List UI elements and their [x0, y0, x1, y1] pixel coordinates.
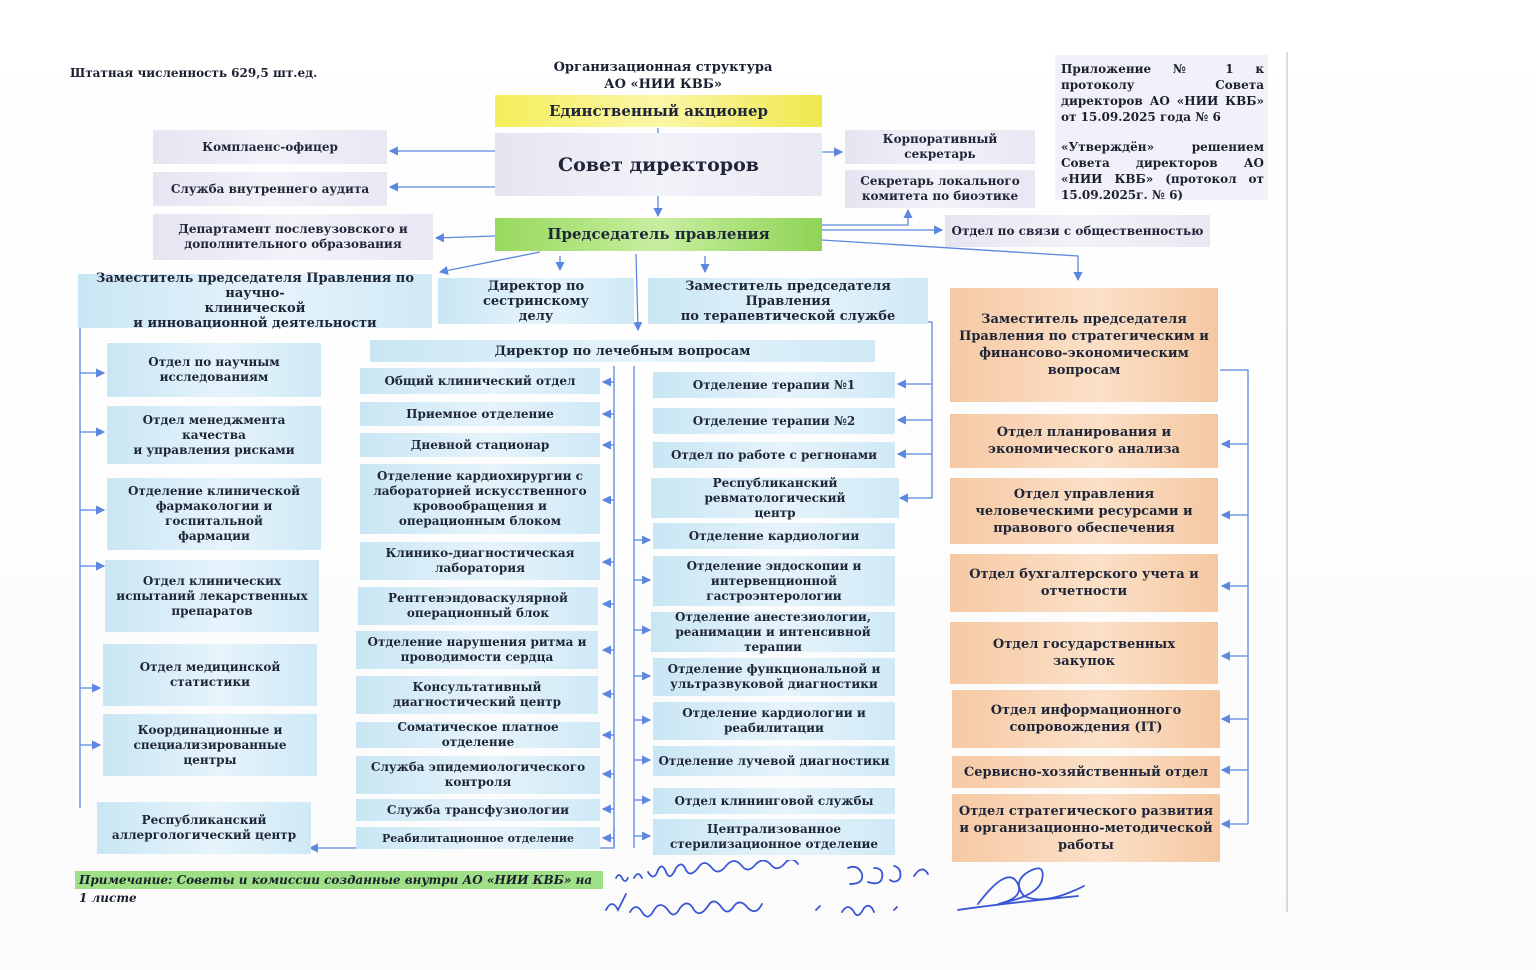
box-postgrad	[153, 214, 433, 260]
dept-box	[356, 799, 600, 821]
box-corp-secretary	[845, 130, 1035, 164]
dept-box	[651, 609, 895, 654]
box-compliance	[153, 130, 387, 164]
dept-line: фармакологии и госпитальной	[155, 499, 273, 528]
box-bioethics-line: комитета по биоэтике	[861, 189, 1019, 203]
box-medical-director-label: Директор по лечебным вопросам	[494, 343, 751, 359]
dept-line: закупок	[1052, 654, 1115, 669]
dept-line: Координационные и	[137, 722, 283, 737]
dept-line: проводимости сердца	[400, 650, 554, 664]
dept-line: Отдел информационного	[990, 703, 1182, 718]
dept-line: Отдел стратегического развития	[958, 803, 1214, 819]
box-nursing-line: делу	[518, 308, 554, 324]
dept-line: Отделение клинической	[127, 484, 301, 498]
box-board	[495, 133, 822, 196]
dept-box	[653, 702, 895, 740]
box-bioethics	[845, 170, 1035, 208]
box-deputy-therapy-line: Заместитель председателя Правления	[685, 278, 891, 309]
box-deputy-strategy-line: Заместитель председателя	[981, 312, 1187, 327]
dept-line: аллергологический центр	[111, 828, 297, 842]
dept-line: Общий клинический отдел	[384, 373, 576, 388]
dept-line: статистики	[169, 675, 251, 689]
dept-line: Отделение терапии №1	[692, 377, 856, 392]
box-chairman	[495, 218, 822, 251]
dept-box	[653, 788, 895, 814]
dept-box	[952, 690, 1220, 748]
dept-line: гастроэнтерологии	[706, 588, 842, 603]
dept-box	[356, 676, 598, 714]
dept-box	[653, 556, 895, 606]
dept-line: Реабилитационное отделение	[381, 831, 575, 845]
chart-title-line2: АО «НИИ КВБ»	[604, 77, 722, 92]
box-board-label: Совет директоров	[558, 153, 759, 176]
box-deputy-science	[78, 271, 432, 331]
dept-line: препаратов	[171, 603, 253, 618]
dept-box	[107, 406, 321, 464]
box-deputy-strategy-line: Правления по стратегическим и	[959, 329, 1209, 344]
dept-box	[356, 827, 600, 849]
dept-line: Сервисно-хозяйственный отдел	[963, 764, 1209, 780]
dept-line: Отделение кардиологии и	[682, 706, 866, 720]
dept-line: Приемное отделение	[406, 406, 554, 421]
chart-title-line1: Организационная структура	[553, 60, 773, 75]
dept-line: Отделение нарушения ритма и	[367, 635, 587, 649]
dept-line: центры	[183, 752, 237, 767]
box-public-relations-label: Отдел по связи с общественностью	[951, 223, 1204, 238]
dept-line: сопровождения (IT)	[1009, 720, 1163, 735]
dept-box	[97, 802, 311, 854]
box-bioethics-line: Секретарь локального	[860, 174, 1020, 188]
dept-box	[356, 722, 600, 748]
box-medical-director	[370, 340, 875, 362]
dept-line: и управления рисками	[133, 442, 295, 457]
dept-line: ультразвуковой диагностики	[670, 677, 878, 691]
box-shareholder	[495, 95, 822, 127]
dept-box	[360, 464, 600, 534]
dept-line: Отдел клининговой службы	[674, 793, 874, 808]
box-deputy-science-line: клинической	[204, 301, 306, 316]
dept-line: операционный блок	[406, 606, 550, 620]
box-deputy-science-line: и инновационной деятельности	[133, 316, 377, 331]
dept-line: Отдел менеджмента качества	[142, 412, 286, 442]
box-postgrad-line: Департамент послевузовского и	[178, 222, 408, 236]
dept-line: Отдел бухгалтерского учета и	[969, 567, 1199, 582]
box-deputy-therapy	[648, 278, 928, 324]
dept-box	[653, 523, 895, 549]
dept-line: Централизованное	[707, 822, 841, 836]
box-chairman-label: Председатель правления	[547, 225, 770, 243]
dept-line: лаборатория	[434, 561, 525, 575]
appendix-note	[1055, 55, 1268, 200]
dept-box	[358, 587, 598, 625]
dept-line: реанимации и интенсивной терапии	[675, 624, 871, 654]
dept-line: Отдел по работе с регнонами	[670, 447, 878, 462]
dept-line: Отдел медицинской	[139, 660, 281, 674]
appendix-approval: «Утверждён» решением Совета директоров АО «НИИ КВБ» (протокол от 15.09.2025г. № 6)	[1061, 140, 1264, 202]
dept-line: Отдел по научным	[148, 355, 280, 369]
dept-line: Отделение функциональной и	[667, 662, 881, 676]
dept-line: стерилизационное отделение	[669, 837, 879, 851]
dept-box	[103, 714, 317, 776]
dept-line: Консультативный	[412, 680, 542, 694]
dept-box	[952, 756, 1220, 788]
dept-line: Отделение кардиологии	[688, 528, 860, 543]
dept-box	[360, 433, 600, 457]
dept-box	[107, 478, 321, 550]
dept-line: Республиканский ревматологический	[704, 475, 846, 505]
dept-box	[360, 402, 600, 426]
box-corp-secretary-label: Корпоративный секретарь	[882, 132, 998, 161]
dept-line: фармации	[178, 529, 250, 543]
dept-line: правового обеспечения	[993, 520, 1175, 536]
dept-line: кровообращения и	[413, 499, 547, 513]
box-deputy-strategy	[950, 288, 1218, 402]
dept-line: Республиканский	[141, 813, 267, 827]
dept-line: Отделение анестезиологии,	[674, 609, 872, 624]
dept-box	[653, 658, 895, 696]
dept-box	[653, 442, 895, 468]
dept-box	[360, 542, 600, 580]
dept-line: операционным блоком	[398, 514, 562, 528]
dept-line: человеческими ресурсами и	[975, 503, 1193, 519]
dept-line: исследованиям	[159, 370, 269, 384]
dept-line: Отдел клинических	[142, 573, 282, 588]
dept-line: реабилитации	[724, 721, 824, 735]
dept-line: экономического анализа	[988, 442, 1180, 457]
box-compliance-label: Комплаенс-офицер	[202, 139, 338, 154]
box-audit-label: Служба внутреннего аудита	[170, 181, 370, 196]
dept-box	[653, 819, 895, 855]
dept-line: Отделение терапии №2	[692, 413, 856, 428]
box-postgrad-line: дополнительного образования	[184, 237, 402, 251]
dept-box	[105, 560, 319, 632]
footnote: Примечание: Советы и комиссии созданные внутри АО «НИИ КВБ» на 1 листе	[75, 871, 603, 889]
box-nursing-line: Директор по сестринскому	[483, 278, 589, 309]
dept-box	[950, 478, 1218, 544]
signature-drawing	[598, 860, 1098, 930]
dept-box	[103, 644, 317, 706]
dept-line: Отдел государственных	[992, 637, 1176, 652]
dept-line: Дневной стационар	[410, 437, 550, 452]
dept-line: Отдел планирования и	[996, 425, 1172, 440]
dept-line: Служба эпидемиологического	[370, 760, 586, 774]
dept-line: лабораторией искусственного	[373, 484, 587, 498]
dept-line: Клинико-диагностическая	[385, 546, 575, 560]
dept-line: Рентгенэндоваскулярной	[388, 591, 568, 605]
dept-box	[653, 372, 895, 398]
box-audit	[153, 172, 387, 206]
box-public-relations	[945, 215, 1210, 247]
dept-box	[651, 475, 899, 520]
dept-line: Служба трансфузиологии	[386, 802, 570, 817]
dept-box	[653, 746, 895, 776]
dept-line: Отдел управления	[1013, 486, 1155, 502]
box-shareholder-label: Единственный акционер	[548, 101, 769, 120]
dept-box	[952, 794, 1220, 862]
dept-line: работы	[1058, 837, 1114, 853]
dept-box	[356, 631, 598, 669]
dept-line: центр	[754, 505, 796, 520]
dept-box	[107, 343, 321, 397]
staff-count: Штатная численность 629,5 шт.ед.	[70, 66, 318, 80]
dept-line: отчетности	[1040, 584, 1128, 599]
box-deputy-science-line: Заместитель председателя Правления по научно-	[96, 271, 414, 301]
dept-line: Отделение эндоскопии и	[686, 558, 862, 573]
box-deputy-strategy-line: вопросам	[1047, 363, 1121, 378]
box-deputy-therapy-line: по терапевтической службе	[680, 308, 896, 324]
dept-line: и организационно-методической	[959, 820, 1213, 836]
dept-line: Отделение лучевой диагностики	[658, 753, 890, 768]
dept-line: испытаний лекарственных	[116, 588, 308, 603]
dept-box	[950, 414, 1218, 468]
dept-box	[653, 408, 895, 434]
dept-box	[950, 554, 1218, 612]
dept-line: интервенционной	[710, 573, 838, 588]
dept-box	[360, 368, 600, 394]
dept-line: специализированные	[133, 737, 287, 752]
dept-line: контроля	[444, 775, 512, 789]
box-nursing-director	[438, 278, 634, 324]
dept-box	[950, 622, 1218, 684]
dept-line: Отделение кардиохирургии с	[376, 469, 583, 483]
dept-line: Соматическое платное отделение	[397, 720, 559, 749]
dept-box	[356, 756, 600, 794]
dept-line: диагностический центр	[393, 695, 561, 709]
appendix-protocol: Приложение № 1 к протоколу Совета директоров АО «НИИ КВБ» от 15.09.2025 года № 6	[1061, 62, 1264, 124]
box-deputy-strategy-line: финансово-экономическим	[979, 346, 1189, 361]
